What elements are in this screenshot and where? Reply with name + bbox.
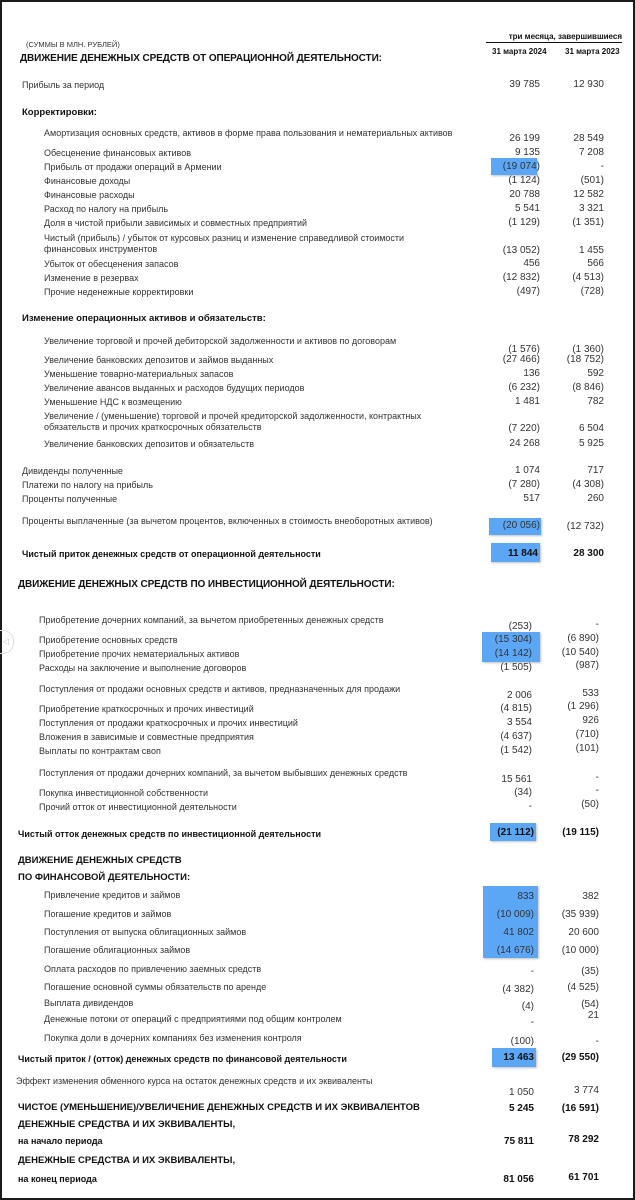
cash-end-2023: 61 701 bbox=[568, 1172, 599, 1183]
row-label: Уменьшение товарно-материальных запасов bbox=[44, 369, 234, 379]
row-label: Денежные потоки от операций с предприятиями под общим контролем bbox=[44, 1014, 342, 1024]
value-2024: - bbox=[528, 801, 532, 812]
net-change-2024: 5 245 bbox=[508, 1103, 534, 1114]
cash-end-title: ДЕНЕЖНЫЕ СРЕДСТВА И ИХ ЭКВИВАЛЕНТЫ, bbox=[18, 1155, 236, 1166]
row-label: Оплата расходов по привлечению заемных средств bbox=[44, 964, 262, 974]
value-2024: (4) bbox=[521, 1001, 534, 1012]
fx-effect-label: Эффект изменения обменного курса на остаток денежных средств и их эквиваленты bbox=[16, 1076, 373, 1086]
row-label: Увеличение авансов выданных и расходов будущих периодов bbox=[44, 383, 305, 393]
row-label: Изменение в резервах bbox=[44, 273, 139, 283]
value-2024: (19 074) bbox=[502, 161, 540, 172]
row-label: Проценты выплаченные (за вычетом процентов, включенных в стоимость внеоборотных активов) bbox=[22, 516, 433, 526]
row-label: Выплата дивидендов bbox=[44, 998, 134, 1008]
value-2024: (27 466) bbox=[502, 354, 540, 365]
value-2023: 6 504 bbox=[578, 423, 604, 434]
value-2023: (101) bbox=[575, 743, 599, 754]
row-label: Доля в чистой прибыли зависимых и совместных предприятий bbox=[44, 218, 308, 228]
value-2024: (1 124) bbox=[508, 175, 540, 186]
value-2023: (501) bbox=[580, 175, 604, 186]
value-2024: (14 142) bbox=[494, 648, 532, 659]
column-header-2024: 31 марта 2024 bbox=[492, 47, 547, 56]
value-2024: (7 280) bbox=[508, 479, 540, 490]
row-label: Погашение основной суммы обязательств по аренде bbox=[44, 982, 267, 992]
value-2024: 24 268 bbox=[509, 438, 540, 449]
value-2023: (4 525) bbox=[567, 982, 599, 993]
value-2023: 566 bbox=[587, 258, 604, 269]
value-2024: 2 006 bbox=[506, 690, 532, 701]
value-2023: 12 582 bbox=[573, 189, 604, 200]
value-2023: (710) bbox=[575, 729, 599, 740]
value-2024: 1 074 bbox=[514, 465, 540, 476]
value-2023: 12 930 bbox=[573, 79, 604, 90]
value-2023: (4 308) bbox=[572, 479, 604, 490]
value-2024: (497) bbox=[516, 286, 540, 297]
value-2023: (54) bbox=[581, 999, 599, 1010]
net-change-label: ЧИСТОЕ (УМЕНЬШЕНИЕ)/УВЕЛИЧЕНИЕ ДЕНЕЖНЫХ СРЕДСТВ И ИХ ЭКВИВАЛЕНТОВ bbox=[18, 1102, 420, 1113]
value-2024: (10 009) bbox=[496, 909, 534, 920]
value-2023: (728) bbox=[580, 286, 604, 297]
fx-effect-2023: 3 774 bbox=[573, 1085, 599, 1096]
row-label: Дивиденды полученные bbox=[22, 466, 123, 476]
value-2024: (34) bbox=[514, 787, 532, 798]
row-label: Проценты полученные bbox=[22, 494, 118, 504]
investing-total-label: Чистый отток денежных средств по инвестиционной деятельности bbox=[18, 829, 322, 839]
value-2024: (7 220) bbox=[508, 423, 540, 434]
cash-begin-2023: 78 292 bbox=[568, 1134, 599, 1145]
row-label: Обесценение финансовых активов bbox=[44, 148, 191, 158]
value-2023: 782 bbox=[587, 396, 604, 407]
row-label: Приобретение прочих нематериальных активов bbox=[39, 649, 240, 659]
value-2024: (1 505) bbox=[500, 662, 532, 673]
cash-begin-label: на начало периода bbox=[18, 1136, 103, 1146]
row-label: Прочий отток от инвестиционной деятельности bbox=[39, 802, 237, 812]
operating-total-label: Чистый приток денежных средств от операционной деятельности bbox=[22, 549, 321, 559]
value-2024: (253) bbox=[508, 621, 532, 632]
financing-title-line2: ПО ФИНАНСОВОЙ ДЕЯТЕЛЬНОСТИ: bbox=[18, 872, 191, 883]
value-2023: (35 939) bbox=[561, 909, 599, 920]
financing-total-2024: 13 463 bbox=[503, 1052, 534, 1063]
row-label: Увеличение банковских депозитов и обязательств bbox=[44, 439, 255, 449]
value-2023: 20 600 bbox=[568, 927, 599, 938]
operating-section-title: ДВИЖЕНИЕ ДЕНЕЖНЫХ СРЕДСТВ ОТ ОПЕРАЦИОННОЙ ДЕЯТЕЛЬНОСТИ: bbox=[20, 53, 382, 64]
value-2024: (13 052) bbox=[502, 245, 540, 256]
row-label: Вложения в зависимые и совместные предприятия bbox=[39, 732, 254, 742]
value-2024: (14 676) bbox=[496, 945, 534, 956]
investing-section-title: ДВИЖЕНИЕ ДЕНЕЖНЫХ СРЕДСТВ ПО ИНВЕСТИЦИОННОЙ ДЕЯТЕЛЬНОСТИ: bbox=[18, 579, 395, 590]
value-2024: 26 199 bbox=[509, 133, 540, 144]
value-2024: (1 542) bbox=[500, 745, 532, 756]
value-2023: 592 bbox=[587, 368, 604, 379]
row-label: Покупка инвестиционной собственности bbox=[39, 788, 209, 798]
value-2024: 136 bbox=[523, 368, 540, 379]
row-label: Уменьшение НДС к возмещению bbox=[44, 397, 182, 407]
value-2023: 7 208 bbox=[578, 147, 604, 158]
value-2023: (10 540) bbox=[561, 647, 599, 658]
value-2024: 20 788 bbox=[509, 189, 540, 200]
value-2024: 5 541 bbox=[514, 203, 540, 214]
row-label: Расход по налогу на прибыль bbox=[44, 204, 169, 214]
value-2024: 39 785 bbox=[509, 79, 540, 90]
value-2023: 1 455 bbox=[578, 245, 604, 256]
row-label: Приобретение краткосрочных и прочих инвестиций bbox=[39, 704, 254, 714]
value-2023: (1 296) bbox=[567, 701, 599, 712]
row-label: Поступления от продажи дочерних компаний, за вычетом выбывших денежных средств bbox=[39, 768, 408, 778]
row-label-continued: финансовых инструментов bbox=[44, 244, 158, 254]
row-label: Погашение облигационных займов bbox=[44, 945, 191, 955]
row-label: Увеличение торговой и прочей дебиторской задолженности и активов по договорам bbox=[44, 336, 397, 346]
value-2023: - bbox=[595, 785, 599, 796]
row-label: Поступления от продажи краткосрочных и прочих инвестиций bbox=[39, 718, 298, 728]
value-2023: - bbox=[595, 1036, 599, 1047]
row-label: Приобретение основных средств bbox=[39, 635, 178, 645]
value-2024: 833 bbox=[517, 891, 534, 902]
value-2023: - bbox=[595, 619, 599, 630]
chevron-left-icon[interactable]: ◁ bbox=[0, 630, 14, 654]
row-label: Прочие неденежные корректировки bbox=[44, 287, 194, 297]
row-label: Прибыль за период bbox=[22, 80, 105, 90]
value-2023: 717 bbox=[587, 465, 604, 476]
column-header-2023: 31 марта 2023 bbox=[565, 47, 620, 56]
value-2024: (15 304) bbox=[494, 634, 532, 645]
row-label: Увеличение банковских депозитов и займов выданных bbox=[44, 355, 274, 365]
value-2024: (1 129) bbox=[508, 217, 540, 228]
value-2023: (10 000) bbox=[561, 945, 599, 956]
row-label: Платежи по налогу на прибыль bbox=[22, 480, 153, 490]
value-2023: (35) bbox=[581, 966, 599, 977]
value-2024: (4 382) bbox=[502, 984, 534, 995]
investing-total-2024: (21 112) bbox=[497, 827, 534, 838]
value-2023: (50) bbox=[581, 799, 599, 810]
changes-title: Изменение операционных активов и обязательств: bbox=[22, 313, 266, 324]
value-2023: - bbox=[595, 772, 599, 783]
value-2023: 5 925 bbox=[578, 438, 604, 449]
value-2024: 3 554 bbox=[506, 717, 532, 728]
value-2023: 28 549 bbox=[573, 133, 604, 144]
value-2023: 3 321 bbox=[578, 203, 604, 214]
value-2024: 456 bbox=[523, 258, 540, 269]
value-2024: (100) bbox=[510, 1036, 534, 1047]
operating-total-2024: 11 844 bbox=[507, 548, 538, 559]
value-2023: (1 360) bbox=[572, 344, 604, 355]
value-2024: 9 135 bbox=[514, 147, 540, 158]
value-2023: 926 bbox=[582, 715, 599, 726]
net-change-2023: (16 591) bbox=[561, 1103, 599, 1114]
row-label: Выплаты по контрактам своп bbox=[39, 746, 161, 756]
fx-effect-2024: 1 050 bbox=[508, 1087, 534, 1098]
value-2023: 21 bbox=[587, 1010, 599, 1021]
value-2023: (987) bbox=[575, 660, 599, 671]
value-2024: 15 561 bbox=[501, 774, 532, 785]
row-label: Погашение кредитов и займов bbox=[44, 909, 172, 919]
value-2023: (18 752) bbox=[566, 354, 604, 365]
value-2024: (4 637) bbox=[500, 731, 532, 742]
period-group-header: три месяца, завершившиеся bbox=[486, 32, 622, 43]
row-label: Чистый (прибыль) / убыток от курсовых разниц и изменение справедливой стоимости bbox=[44, 233, 405, 243]
value-2024: 41 802 bbox=[503, 927, 534, 938]
value-2023: 382 bbox=[582, 891, 599, 902]
row-label: Поступления от продажи основных средств и активов, предназначенных для продажи bbox=[39, 684, 401, 694]
value-2023: (4 513) bbox=[572, 272, 604, 283]
value-2023: (1 351) bbox=[572, 217, 604, 228]
row-label: Убыток от обесценения запасов bbox=[44, 259, 179, 269]
units-note: (СУММЫ В МЛН. РУБЛЕЙ) bbox=[26, 40, 120, 49]
row-label: Амортизация основных средств, активов в форме права пользования и нематериальных активов bbox=[44, 128, 453, 138]
financing-title-line1: ДВИЖЕНИЕ ДЕНЕЖНЫХ СРЕДСТВ bbox=[18, 855, 182, 866]
row-label: Прибыль от продажи операций в Армении bbox=[44, 162, 222, 172]
value-2024: (12 832) bbox=[502, 272, 540, 283]
row-label: Расходы на заключение и выполнение договоров bbox=[39, 663, 247, 673]
value-2024: (6 232) bbox=[508, 382, 540, 393]
value-2024: 517 bbox=[523, 493, 540, 504]
financing-total-label: Чистый приток / (отток) денежных средств по финансовой деятельности bbox=[18, 1054, 347, 1064]
value-2024: (1 576) bbox=[508, 344, 540, 355]
row-label-continued: обязательств и прочих краткосрочных обязательств bbox=[44, 422, 262, 432]
value-2023: (12 732) bbox=[566, 521, 604, 532]
value-2023: - bbox=[600, 161, 604, 172]
row-label: Финансовые доходы bbox=[44, 176, 131, 186]
financing-total-2023: (29 550) bbox=[561, 1052, 599, 1063]
operating-total-2023: 28 300 bbox=[573, 548, 604, 559]
cash-begin-2024: 75 811 bbox=[503, 1136, 534, 1147]
value-2024: (20 056) bbox=[502, 520, 540, 531]
value-2024: 1 481 bbox=[514, 396, 540, 407]
cash-end-label: на конец периода bbox=[18, 1174, 97, 1184]
row-label: Приобретение дочерних компаний, за вычетом приобретенных денежных средств bbox=[39, 615, 384, 625]
value-2024: - bbox=[530, 1017, 534, 1028]
value-2024: - bbox=[530, 966, 534, 977]
adjustments-title: Корректировки: bbox=[22, 107, 97, 118]
row-label: Финансовые расходы bbox=[44, 190, 135, 200]
investing-total-2023: (19 115) bbox=[562, 827, 599, 838]
row-label: Покупка доли в дочерних компаниях без изменения контроля bbox=[44, 1033, 302, 1043]
value-2023: (8 846) bbox=[572, 382, 604, 393]
row-label: Поступления от выпуска облигационных займов bbox=[44, 927, 247, 937]
value-2024: (4 815) bbox=[500, 703, 532, 714]
cash-end-2024: 81 056 bbox=[503, 1174, 534, 1185]
row-label: Привлечение кредитов и займов bbox=[44, 890, 181, 900]
value-2023: 533 bbox=[582, 688, 599, 699]
value-2023: (6 890) bbox=[567, 633, 599, 644]
row-label: Увеличение / (уменьшение) торговой и прочей кредиторской задолженности, контрактных bbox=[44, 411, 422, 421]
value-2023: 260 bbox=[587, 493, 604, 504]
cash-begin-title: ДЕНЕЖНЫЕ СРЕДСТВА И ИХ ЭКВИВАЛЕНТЫ, bbox=[18, 1119, 236, 1130]
